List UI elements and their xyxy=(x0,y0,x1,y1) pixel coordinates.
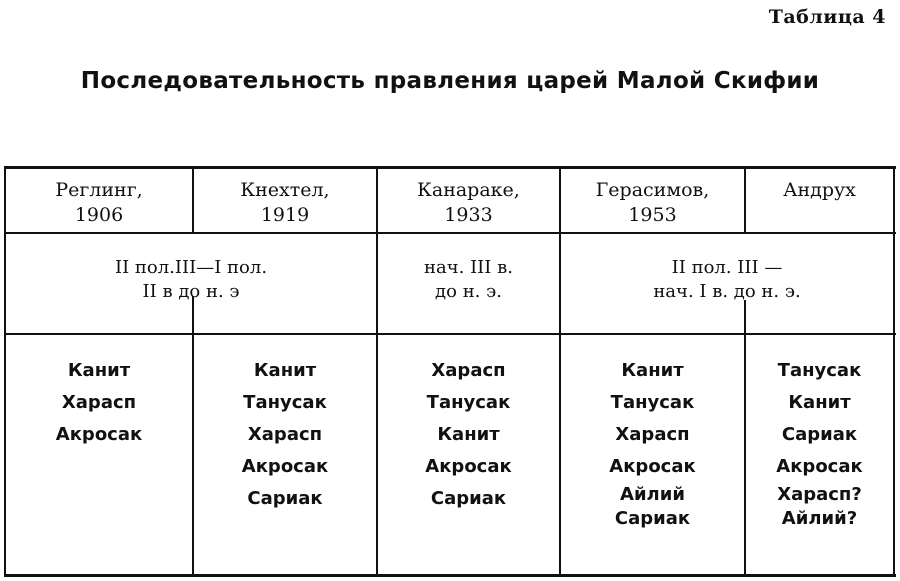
ruler-name: Канит xyxy=(788,392,851,413)
ruler-name: Сариак xyxy=(430,488,507,509)
ruler-name: Сариак xyxy=(781,424,858,445)
period-cell-2 xyxy=(378,256,559,304)
ruler-name: Акросак xyxy=(776,456,863,477)
header-author: Герасимов, xyxy=(595,179,710,201)
period-rule xyxy=(4,333,896,335)
ruler-name: Сариак xyxy=(614,508,691,529)
rulers-column-knechtel xyxy=(194,355,376,515)
rulers-column-reglinge xyxy=(6,355,192,451)
rulers-column-andrukh xyxy=(746,355,893,531)
ruler-name: Харасп xyxy=(61,392,137,413)
header-author: Канараке, xyxy=(417,179,520,201)
table-number: Таблица 4 xyxy=(768,6,886,28)
header-kanarake xyxy=(378,178,559,228)
period-line: нач. I в. до н. э. xyxy=(653,281,801,302)
ruler-name: Танусак xyxy=(426,392,511,413)
ruler-name: Канит xyxy=(253,360,317,381)
period-line: II пол.III—I пол. xyxy=(114,257,268,278)
period-line: нач. III в. xyxy=(424,257,513,278)
header-year: 1933 xyxy=(444,204,493,226)
header-andrukh xyxy=(746,178,893,203)
ruler-name: Айлий? xyxy=(781,508,858,529)
ruler-name: Канит xyxy=(621,360,684,381)
ruler-name: Акросак xyxy=(55,424,143,445)
header-author: Андрух xyxy=(783,179,856,201)
header-reglinge xyxy=(6,178,192,228)
period-line: до н. э. xyxy=(435,281,502,302)
header-year: 1906 xyxy=(74,204,124,226)
rulers-column-gerasimov xyxy=(561,355,744,531)
ruler-name: Харасп xyxy=(431,360,506,381)
header-author: Реглинг, xyxy=(55,179,143,201)
ruler-name: Танусак xyxy=(610,392,695,413)
ruler-name: Акросак xyxy=(609,456,696,477)
period-line: II пол. III — xyxy=(671,257,783,278)
ruler-name: Харасп xyxy=(615,424,690,445)
top-rule xyxy=(4,166,896,169)
ruler-name: Танусак xyxy=(777,360,862,381)
rulers-column-kanarake xyxy=(378,355,559,515)
ruler-name: Акросак xyxy=(425,456,512,477)
ruler-name: Танусак xyxy=(243,392,327,413)
header-year: 1919 xyxy=(260,204,310,226)
ruler-name: Харасп? xyxy=(777,484,862,505)
header-rule xyxy=(4,232,896,234)
ruler-name: Айлий xyxy=(620,484,685,505)
header-gerasimov xyxy=(561,178,744,228)
ruler-name: Канит xyxy=(437,424,500,445)
ruler-name: Сариак xyxy=(247,488,323,509)
ruler-name: Акросак xyxy=(241,456,329,477)
period-line: II в до н. э xyxy=(142,281,240,302)
header-year: 1953 xyxy=(628,204,677,226)
period-cell-1 xyxy=(6,256,376,304)
period-cell-3 xyxy=(561,256,893,304)
header-knechtel xyxy=(194,178,376,228)
ruler-name: Канит xyxy=(67,360,131,381)
table-title: Последовательность правления царей Малой Скифии xyxy=(80,68,820,94)
ruler-name: Харасп xyxy=(247,424,323,445)
right-border xyxy=(893,166,895,577)
header-author: Кнехтел, xyxy=(240,179,330,201)
bottom-rule xyxy=(4,574,896,577)
